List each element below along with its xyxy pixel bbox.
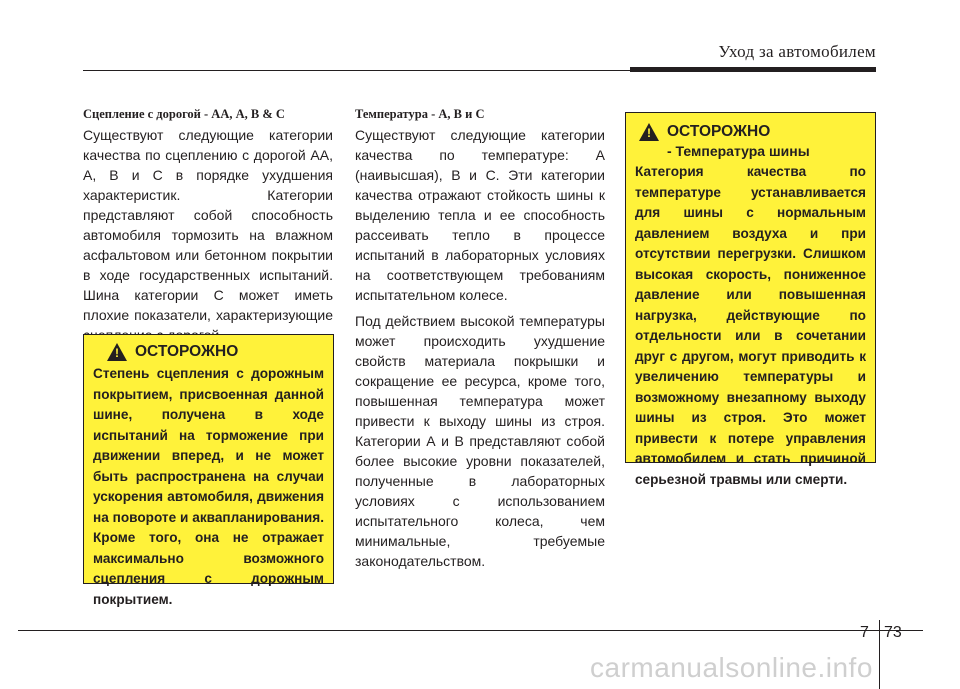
traction-text: Существуют следующие категории качества по сцеплению с дорогой АА, А, В и С в порядке ухудшения характеристик. Категории представляют собой способность автомобиля тормозить на влажном асфальтовом или бетонном покрытии в ходе государственных испытаний. Шина категории С может иметь плохие показатели, характеризующие [83,127,333,323]
warning-header [93,343,324,361]
temperature-text-2: Под действием высокой температуры может происходить ухудшение свойств материала покрышки и сокращение ее ресурса, кроме того, повышенная температура может привести к выходу шины из строя. Категории А и В представляют собой более высокие уровни показателей, полученные в лабораторных условиях с использованием испытательного колеса, чем минимальные, требуемые законодательством. [355,313,605,569]
warning-triangle-icon: ! [639,123,659,141]
watermark: carmanualsonline.info [590,652,873,683]
chapter-number: 7 [860,624,869,641]
header-rule [83,70,633,71]
traction-paragraph [83,125,333,351]
header-title: Уход за автомобилем [718,42,876,61]
section-heading-traction: Сцепление с дорогой - АА, А, В & С [83,107,285,121]
warning-title: ОСТОРОЖНО [667,123,771,140]
warning-header [635,123,866,141]
footer-divider [879,620,880,689]
section-heading-temperature: Температура - А, В и С [355,107,485,121]
header-rule-accent [630,67,876,72]
warning-triangle-icon: ! [107,343,127,361]
warning-box-traction [83,334,334,607]
warning-text: Степень сцепления с дорожным покрытием, присвоенная данной шине, получена в ходе испытаний на торможение при движении вперед, и не может быть распространена на случаи ускорения автомобиля, движения на повороте и аквапланирования. Кроме того, она не отражает максимально возможного сцепления с дорожным покрытием. [93,366,324,607]
warning-title: ОСТОРОЖНО [135,343,239,360]
temperature-text-1: Существуют следующие категории качества по температуре: А (наивысшая), В и С. Эти категории качества отражают стойкость шины к выделению тепла и ее способность рассеивать тепло в процессе испытаний в лабораторных условиях на соответствующем требованиям испытательном колесе. [355,127,605,303]
page-number: 73 [884,624,902,641]
temperature-paragraphs [355,125,605,577]
warning-box-temperature [625,112,876,487]
warning-text: Категория качества по температуре устанавливается для шины с нормальным давлением воздуха и при отсутствии перегрузки. Слишком высокая скорость, пониженное давление или повышенная нагрузка, действующие по отдельности или в сочетании друг с другом, могут приводить к увеличению температуры и возможному внезапному выходу шины из строя. Это может привести к потере управления автомобилем и стать причиной серьезной травмы или смерти. [635,164,866,487]
warning-subtitle: - Температура шины [667,143,810,159]
footer-rule [18,630,923,631]
